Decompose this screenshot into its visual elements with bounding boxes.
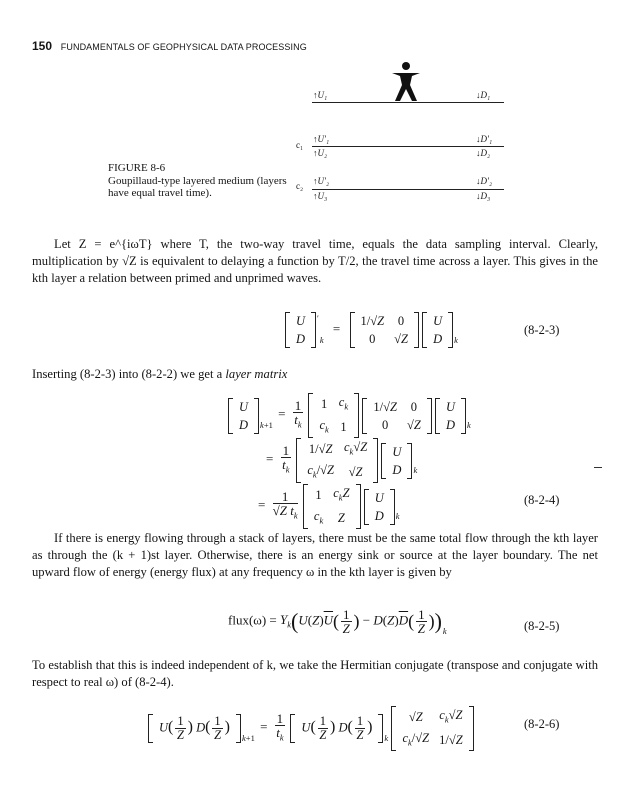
page-number: 150: [32, 39, 53, 53]
equation-label-8-2-3: (8-2-3): [524, 323, 560, 337]
figure-caption-line1: Goupillaud-type layered medium (layers: [108, 175, 287, 187]
interface-line-1: [312, 146, 504, 147]
surface-line: [312, 102, 504, 103]
paragraph-4: To establish that this is indeed independent of k, we take the Hermitian conjugate (transpose and conjugate with respect to real ω) of (8-2-4).: [32, 658, 598, 689]
paragraph-1: Let Z = e^{iωT} where T, the two-way travel time, equals the data sampling interval. Clearly, multiplication by √Z is equivalent to delaying a function by T/2, the travel time across a layer. This gives in the kth layer a relation between primed and unprimed waves.: [32, 237, 598, 285]
wave-u3: ↑U₃: [313, 191, 328, 201]
running-title: FUNDAMENTALS OF GEOPHYSICAL DATA PROCESSING: [60, 42, 307, 52]
paragraph-2: Inserting (8-2-3) into (8-2-2) we get a layer matrix: [32, 367, 288, 381]
equation-label-8-2-4: (8-2-4): [524, 493, 560, 507]
layer-label-c2: c₂: [296, 181, 304, 191]
equation-8-2-4-line3: = $\frac{1}{√Z t_k}$ 1 $c_kZ$ $c_k$ Z U D $_k$: [258, 484, 400, 529]
wave-d2: ↓D₂: [476, 148, 491, 158]
wave-d1-prime: ↓D′₁: [476, 134, 493, 144]
paragraph-3: If there is energy flowing through a stack of layers, there must be the same total flow through the kth layer as through the (k + 1)st layer. Otherwise, there is an energy sink or source at the layer boundary. The net upward flow of energy (energy flux) at any frequency ω in the kth layer is given by: [32, 531, 598, 579]
person-standing-icon: [390, 61, 424, 103]
running-header: [32, 39, 307, 53]
figure-label: FIGURE 8-6: [108, 162, 166, 174]
equation-8-2-4-line2: = $\frac{1}{t_k}$ 1/√Z $c_k√Z$ $c_k/√Z$ √Z U D $_k$: [266, 438, 417, 483]
equation-8-2-4-line1: U D $_{k+1}$ = $\frac{1}{t_k}$ 1 $c_k$ $c_k$ 1 1/√Z 0 0 √Z U D $_k$: [228, 393, 471, 438]
layer-label-c1: c₁: [296, 140, 304, 150]
wave-d1: ↓D₁: [476, 90, 491, 100]
interface-line-2: [312, 189, 504, 190]
wave-u2: ↑U₂: [313, 148, 328, 158]
equation-8-2-6: U( $\frac{1}{Z}$ ) D( $\frac{1}{Z}$ ) $_{k+1}$ = $\frac{1}{t_k}$ U( $\frac{1}{Z}$ ) D( $\frac{1}{Z}$ ) $_k$ √Z $c_k√Z$ $c_k/√Z$ 1/√Z: [148, 706, 474, 751]
equation-8-2-5: flux(ω) = $Y_k(U(Z)\overline{U}$( $\frac{1}{Z}$ ) − $D(Z)\overline{D}$( $\frac{1}{Z}$ ))$_k$: [228, 607, 447, 637]
equation-label-8-2-6: (8-2-6): [524, 717, 560, 731]
wave-u1-prime: ↑U′₁: [313, 134, 330, 144]
wave-u1: ↑U₁: [313, 90, 328, 100]
wave-d2-prime: ↓D′₂: [476, 176, 493, 186]
wave-d3: ↓D₃: [476, 191, 491, 201]
figure-caption-line2: have equal travel time).: [108, 187, 212, 199]
wave-u2-prime: ↑U′₂: [313, 176, 330, 186]
margin-mark: [594, 467, 602, 468]
equation-8-2-3: U D ′$_k$ = 1/√Z 0 0 √Z U D $_k$: [285, 312, 458, 348]
equation-label-8-2-5: (8-2-5): [524, 619, 560, 633]
